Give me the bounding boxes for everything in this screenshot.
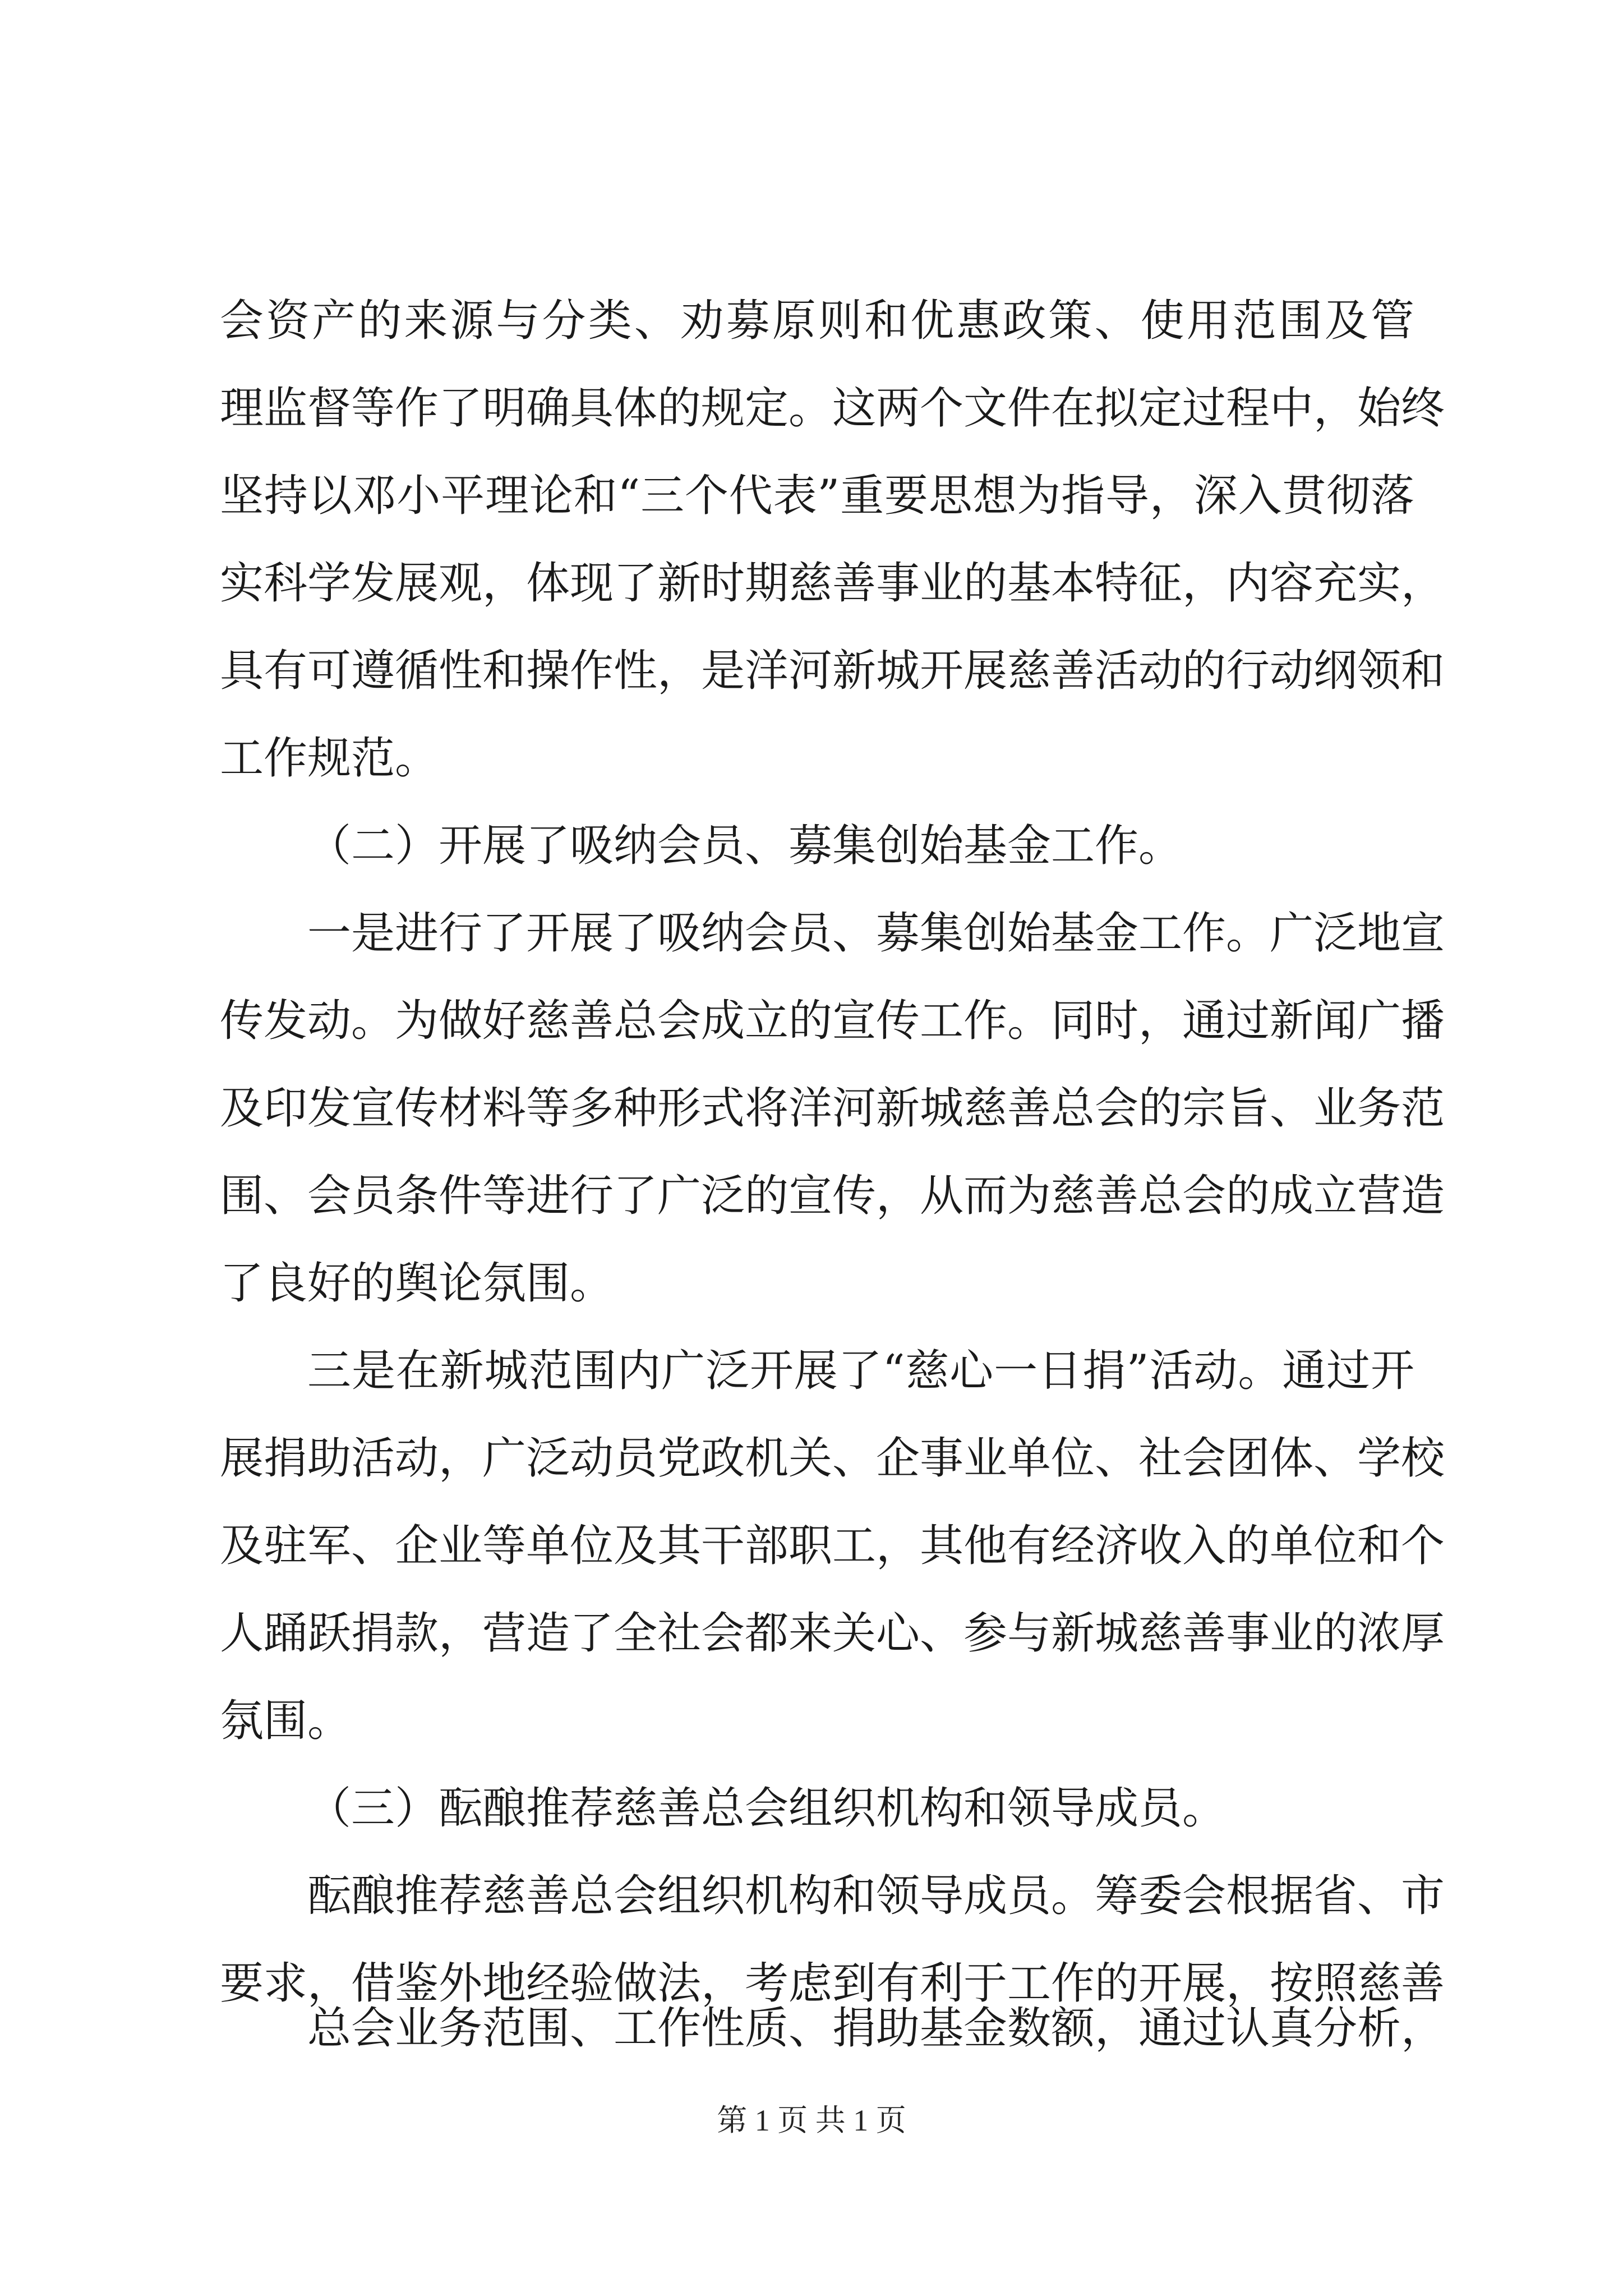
body-text-line: 展捐助活动，广泛动员党政机关、企事业单位、社会团体、学校 (220, 1433, 1445, 1484)
body-text-line: 了良好的舆论氛围。 (220, 1258, 614, 1309)
body-text-line: 总会业务范围、工作性质、捐助基金数额，通过认真分析， (307, 2003, 1445, 2054)
body-text-line: 理监督等作了明确具体的规定。这两个文件在拟定过程中，始终 (220, 383, 1445, 434)
section-heading: （二）开展了吸纳会员、募集创始基金工作。 (307, 821, 1183, 871)
body-text-line: 坚持以邓小平理论和“三个代表”重要思想为指导，深入贯彻落 (220, 471, 1414, 521)
body-text-line: 会资产的来源与分类、劝募原则和优惠政策、使用范围及管 (220, 296, 1414, 346)
body-text-line: 及驻军、企业等单位及其干部职工，其他有经济收入的单位和个 (220, 1521, 1445, 1571)
body-text-line: 及印发宣传材料等多种形式将洋河新城慈善总会的宗旨、业务范 (220, 1083, 1445, 1134)
page-number-footer: 第 1 页 共 1 页 (717, 2104, 906, 2137)
body-text-line: 氛围。 (220, 1696, 352, 1746)
body-text-line: 具有可遵循性和操作性，是洋河新城开展慈善活动的行动纲领和 (220, 646, 1445, 696)
section-heading: （三）酝酿推荐慈善总会组织机构和领导成员。 (307, 1783, 1227, 1834)
paragraph-first-line: 酝酿推荐慈善总会组织机构和领导成员。筹委会根据省、市 (307, 1871, 1445, 1921)
body-text-line: 要求，借鉴外地经验做法，考虑到有利于工作的开展，按照慈善 (220, 1958, 1445, 2009)
body-text-line: 实科学发展观，体现了新时期慈善事业的基本特征，内容充实， (220, 558, 1445, 609)
body-text-line: 人踊跃捐款，营造了全社会都来关心、参与新城慈善事业的浓厚 (220, 1608, 1445, 1659)
body-text-line: 围、会员条件等进行了广泛的宣传，从而为慈善总会的成立营造 (220, 1171, 1445, 1221)
paragraph-first-line: 一是进行了开展了吸纳会员、募集创始基金工作。广泛地宣 (307, 908, 1445, 959)
paragraph-first-line: 三是在新城范围内广泛开展了“慈心一日捐”活动。通过开 (307, 1346, 1414, 1396)
body-text-line: 工作规范。 (220, 733, 439, 784)
body-text-line: 传发动。为做好慈善总会成立的宣传工作。同时，通过新闻广播 (220, 996, 1445, 1046)
